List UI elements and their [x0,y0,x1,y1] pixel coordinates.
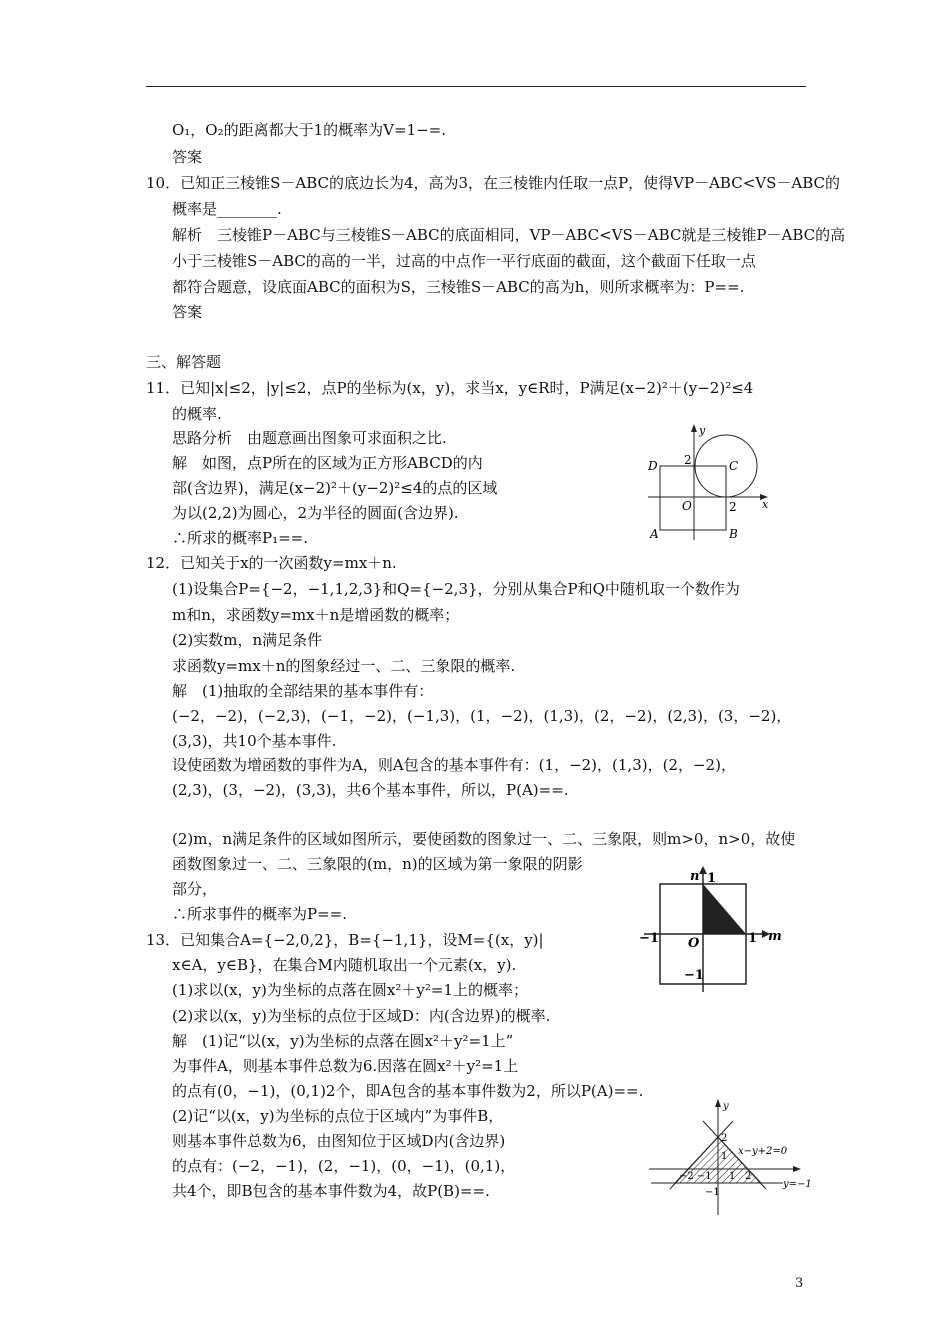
text-line: ∴所求的概率P₁==. [172,529,309,547]
section-heading: 三、解答题 [146,353,222,371]
text-line: (2)记“以(x，y)为坐标的点位于区域内”为事件B， [172,1107,504,1125]
text-line: 函数图象过一、二、三象限的(m，n)的区域为第一象限的阴影 [172,855,583,873]
text-line: (2)求以(x，y)为坐标的点位于区域D：内(含边界)的概率. [172,1007,551,1025]
text-line: x∈A，y∈B}，在集合M内随机取出一个元素(x，y). [172,956,517,974]
problem-10: 10．已知正三棱锥S－ABC的底边长为4，高为3，在三棱锥内任取一点P，使得VP－ABC<VS－ABC的 [146,174,840,192]
text-line: (1)设集合P={−2，−1,1,2,3}和Q={−2,3}，分别从集合P和Q中随机取一个数作为 [172,580,740,598]
fig2-label-neg1-n: −1 [684,968,704,983]
problem-12: 12．已知关于x的一次函数y=mx＋n. [146,554,397,572]
fig3-label-ym1: y=−1 [783,1179,812,1190]
fig3-label-2x: 2 [745,1171,752,1182]
fig2-label-1-m: 1 [748,931,758,946]
text-line: 为事件A，则基本事件总数为6.因落在圆x²＋y²=1上 [172,1057,519,1075]
text-line: 小于三棱锥S－ABC的高的一半，过高的中点作一平行底面的截面，这个截面下任取一点 [172,252,756,270]
text-line: 都符合题意，设底面ABC的面积为S，三棱锥S－ABC的高为h，则所求概率为：P==. [172,278,745,296]
text-line: (2)m，n满足条件的区域如图所示，要使函数的图象过一、二、三象限，则m>0，n>0，故使 [172,830,796,848]
text-line: 则基本事件总数为6，由图知位于区域D内(含边界) [172,1132,506,1150]
text-line: 思路分析 由题意画出图象可求面积之比. [172,429,447,447]
text-line: 解 如图，点P所在的区域为正方形ABCD的内 [172,454,483,472]
text-line: 解 (1)抽取的全部结果的基本事件有： [172,682,434,700]
text-line: (3,3)，共10个基本事件. [172,732,337,750]
fig3-label-m2: −2 [679,1171,694,1182]
text-line: (2)实数m，n满足条件 [172,631,323,649]
text-line: 部分， [172,880,218,898]
text-line: O₁，O₂的距离都大于1的概率为V=1−=. [172,121,447,139]
text-line: 概率是________. [172,200,282,218]
text-line: 为以(2,2)为圆心，2为半径的圆面(含边界). [172,504,459,522]
fig2-label-m: m [768,929,782,944]
figure-square-circle [640,422,780,542]
text-line: m和n，求函数y=mx＋n是增函数的概率； [172,606,460,624]
fig3-label-line: x−y+2=0 [738,1146,788,1157]
fig3-label-y: y [723,1101,729,1112]
fig1-label-C: C [729,459,739,473]
fig2-label-n: n [690,869,700,884]
figure-mn-region [634,866,794,998]
fig1-label-y: y [699,424,706,437]
page-number: 3 [795,1276,804,1291]
fig1-label-2-y: 2 [684,453,692,467]
text-line: (−2，−2)，(−2,3)，(−1，−2)，(−1,3)，(1，−2)，(1,3)，(2，−2)，(2,3)，(3，−2)， [172,707,792,725]
text-line: 答案 [172,303,203,321]
fig1-label-A: A [650,527,659,541]
fig1-label-x: x [762,498,769,511]
text-line: 共4个，即B包含的基本事件数为4，故P(B)==. [172,1182,490,1200]
text-line: 解 (1)记“以(x，y)为坐标的点落在圆x²＋y²=1上” [172,1032,514,1050]
text-line: 的概率. [172,405,222,423]
header-rule [146,86,806,87]
text-line: (2,3)，(3，−2)，(3,3)，共6个基本事件，所以，P(A)==. [172,781,569,799]
fig1-label-D: D [648,459,658,473]
fig2-label-1-n: 1 [707,871,717,886]
fig2-label-neg1-m: −1 [639,931,659,946]
problem-13: 13．已知集合A={−2,0,2}，B={−1,1}，设M={(x，y)| [146,931,544,949]
text-line: 设使函数为增函数的事件为A，则A包含的基本事件有：(1，−2)，(1,3)，(2，−2)， [172,756,736,774]
text-line: 求函数y=mx＋n的图象经过一、二、三象限的概率. [172,657,516,675]
text-line: (1)求以(x，y)为坐标的点落在圆x²＋y²=1上的概率； [172,981,528,999]
text-line: 的点有(0，−1)，(0,1)2个，即A包含的基本事件数为2，所以P(A)==. [172,1082,644,1100]
text-line: 答案 [172,148,203,166]
fig1-label-B: B [729,527,738,541]
fig3-label-m1: −1 [697,1171,712,1182]
fig3-label-2y: 2 [721,1133,728,1144]
fig3-label-1x: 1 [729,1171,736,1182]
figure-region-D [645,1097,827,1217]
text-line: 部(含边界)，满足(x−2)²＋(y−2)²≤4的点的区域 [172,479,498,497]
text-line: ∴所求事件的概率为P==. [172,905,347,923]
fig3-label-1y: 1 [721,1151,728,1162]
fig3-label-m1y: −1 [705,1187,720,1198]
fig1-label-O: O [682,499,692,513]
text-line: 的点有：(−2，−1)，(2，−1)，(0，−1)，(0,1)， [172,1157,516,1175]
problem-11: 11．已知|x|≤2，|y|≤2，点P的坐标为(x，y)，求当x，y∈R时，P满足(x−2)²＋(y−2)²≤4 [146,379,754,397]
text-line: 解析 三棱锥P－ABC与三棱锥S－ABC的底面相同，VP－ABC<VS－ABC就是三棱锥P－ABC的高 [172,226,846,244]
fig2-label-O: O [688,936,700,951]
fig1-label-2-x: 2 [729,500,737,514]
